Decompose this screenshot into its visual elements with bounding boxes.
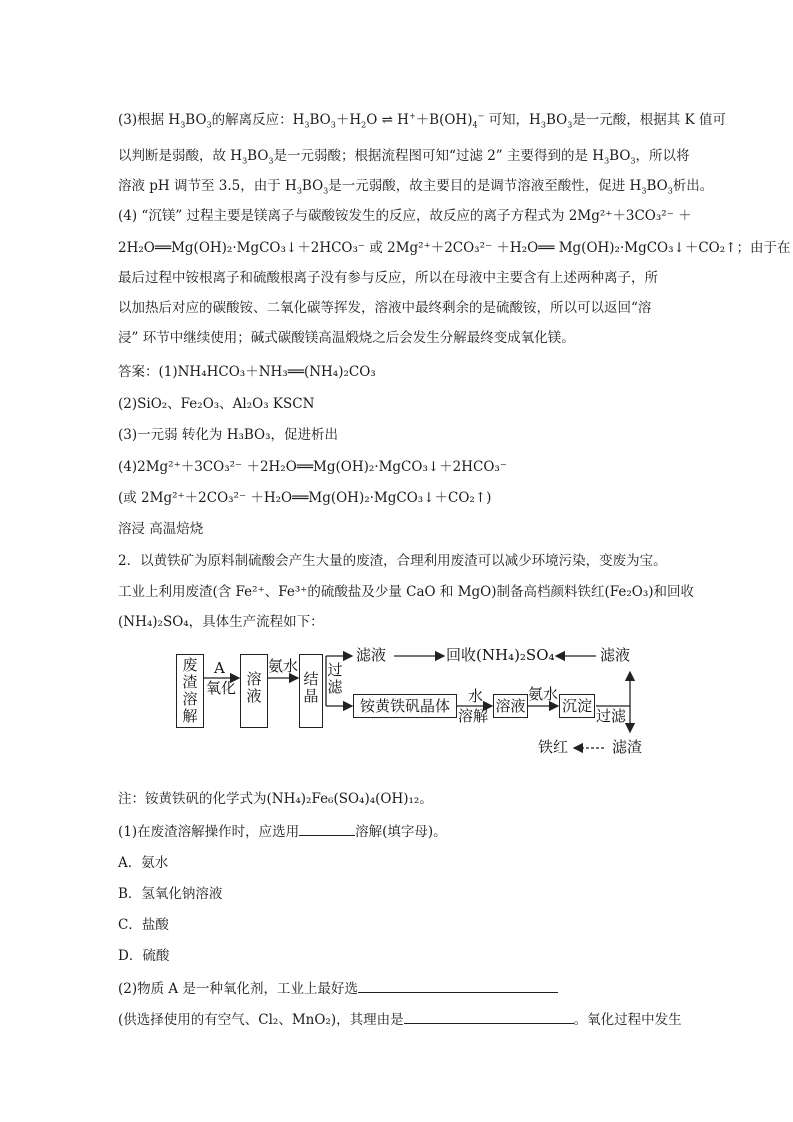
answer-blank-3[interactable] [404, 1009, 574, 1024]
answer-blank-2[interactable] [358, 978, 558, 993]
para3-line2: 以判断是弱酸，故 $H_3BO_3$是一元弱酸；根据流程图可知“过滤 2” 主要得到的是 $H_3BO_3$，所以将 [118, 148, 690, 166]
subq2-line1: (2)物质 A 是一种氧化剂，工业上最好选 [118, 978, 683, 999]
label-residue: 滤渣 [612, 738, 643, 756]
note-line: 注：铵黄铁矾的化学式为(NH₄)₂Fe₆(SO₄)₄(OH)₁₂。 [118, 791, 433, 807]
label-water: 水 [468, 687, 484, 705]
q2-line2: 工业上利用废渣(含 Fe²⁺、Fe³⁺的硫酸盐及少量 CaO 和 MgO)制备高档颜料铁红(Fe₂O₃)和回收 [118, 584, 695, 600]
label-A: A [214, 659, 225, 677]
answer-line4: (4)2Mg²⁺＋3CO₃²⁻ ＋2H₂O══Mg(OH)₂·MgCO₃↓＋2HCO₃⁻ [118, 459, 507, 475]
para4-line1: (4) “沉镁” 过程主要是镁离子与碳酸铵发生的反应，故反应的离子方程式为 2Mg²⁺＋3CO₃²⁻ ＋ [118, 208, 692, 224]
option-b: B．氢氧化钠溶液 [118, 886, 223, 902]
answer-blank-1[interactable] [299, 821, 355, 836]
answer-line5: (或 2Mg²⁺＋2CO₃²⁻ ＋H₂O══Mg(OH)₂·MgCO₃↓＋CO₂↑) [118, 490, 492, 506]
answer-line1: 答案：(1)NH₄HCO₃＋NH₃══(NH₄)₂CO₃ [118, 364, 376, 380]
process-flowchart [176, 646, 646, 790]
option-c: C．盐酸 [118, 917, 169, 933]
label-ammonia: 氨水 [268, 657, 299, 675]
answer-line6: 溶浸 高温焙烧 [118, 521, 204, 537]
subq1: (1)在废渣溶解操作时，应选用 溶解(填字母)。 [118, 821, 683, 842]
label-filter1: 过滤 [327, 661, 343, 696]
label-dissolve: 溶解 [458, 707, 489, 725]
para4-line3: 最后过程中铵根离子和硫酸根离子没有参与反应，所以在母液中主要含有上述两种离子，所 [118, 270, 658, 286]
option-d: D．硫酸 [118, 948, 170, 964]
label-filter2: 过滤 [596, 707, 627, 725]
answer-line3: (3)一元弱 转化为 H₃BO₃，促进析出 [118, 427, 339, 443]
answer-line2: (2)SiO₂、Fe₂O₃、Al₂O₃ KSCN [118, 396, 315, 412]
para4-line2: 2H₂O══Mg(OH)₂·MgCO₃↓＋2HCO₃⁻ 或 2Mg²⁺＋2CO₃²⁻ ＋H₂O══ Mg(OH)₂·MgCO₃↓＋CO₂↑；由于在 [118, 240, 791, 256]
para4-line5: 浸” 环节中继续使用；碱式碳酸镁高温煅烧之后会发生分解最终变成氧化镁。 [118, 330, 575, 346]
label-recover: 回收(NH₄)₂SO₄ [446, 646, 555, 664]
label-oxidize: 氧化 [206, 679, 237, 697]
label-ammonia2: 氨水 [528, 685, 559, 703]
box-solution2: 溶液 [493, 694, 528, 718]
label-filtrate2: 滤液 [600, 646, 631, 664]
subq2-line2: (供选择使用的有空气、Cl₂、MnO₂)，其理由是 。氧化过程中发生 [118, 1009, 683, 1030]
q2-line3: (NH₄)₂SO₄，具体生产流程如下： [118, 614, 324, 630]
box-solution: 溶液 [240, 654, 268, 728]
q2-line1: 2．以黄铁矿为原料制硫酸会产生大量的废渣，合理利用废渣可以减少环境污染，变废为宝。 [118, 553, 667, 569]
para3-line1: (3)根据 $H_3BO_3$的解离反应：$H_3BO_3+H_2O$ ⇌ $H^++B(OH)_4^-$ 可知，$H_3BO_3$是一元酸，根据其 K 值可 [118, 111, 726, 130]
label-filtrate: 滤液 [356, 646, 387, 664]
para3-line3: 溶液 pH 调节至 3.5，由于 $H_3BO_3$是一元弱酸，故主要目的是调节溶液至酸性，促进 $H_3BO_3$析出。 [118, 178, 714, 196]
box-crystallize: 结晶 [299, 654, 323, 728]
box-ammonium-jarosite: 铵黄铁矾晶体 [353, 694, 457, 718]
label-iron-red: 铁红 [538, 738, 569, 756]
para4-line4: 以加热后对应的碳酸铵、二氧化碳等挥发，溶液中最终剩余的是硫酸铵，所以可以返回“溶 [118, 300, 652, 316]
option-a: A．氨水 [118, 855, 169, 871]
box-precipitate: 沉淀 [559, 694, 595, 718]
box-residue-dissolve: 废渣溶解 [176, 654, 204, 728]
